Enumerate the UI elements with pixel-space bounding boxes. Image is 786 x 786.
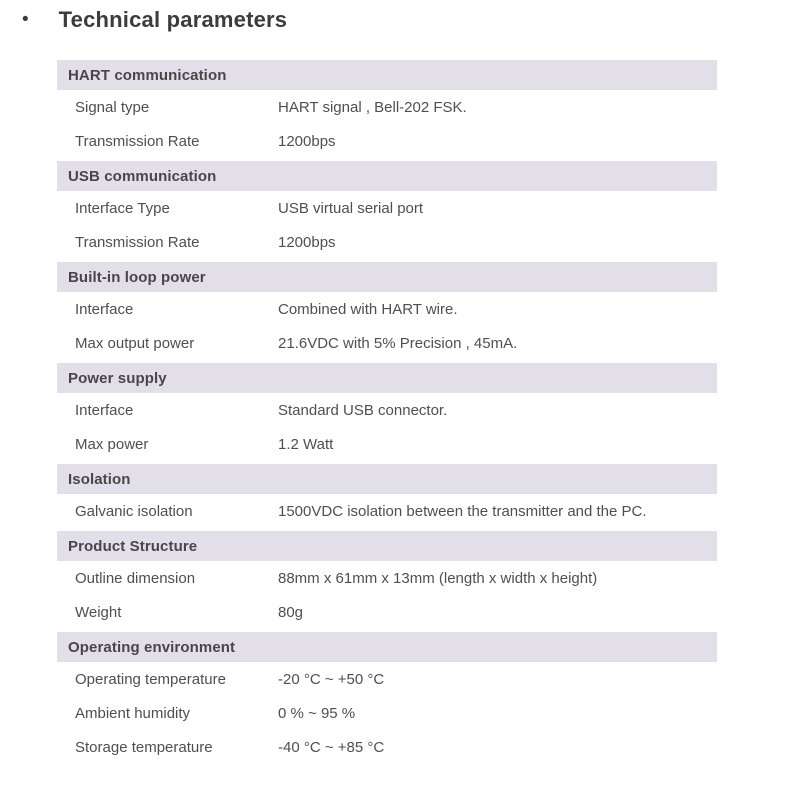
row-label: Interface: [75, 300, 134, 318]
row-label: Interface: [75, 401, 134, 419]
spec-section: [57, 531, 717, 629]
row-label: Interface Type: [75, 199, 170, 217]
row-label: Transmission Rate: [75, 132, 200, 150]
section-header-label: Isolation: [68, 470, 131, 488]
row-value: 21.6VDC with 5% Precision , 45mA.: [278, 334, 518, 352]
section-header-label: HART communication: [68, 66, 227, 84]
row-label: Galvanic isolation: [75, 502, 193, 520]
table-row: [57, 730, 717, 764]
row-label: Outline dimension: [75, 569, 196, 587]
table-row: [57, 494, 717, 528]
row-value: 1200bps: [278, 132, 336, 150]
table-row: [57, 292, 717, 326]
row-value: USB virtual serial port: [278, 199, 424, 217]
row-value: 0 % ~ 95 %: [278, 704, 356, 722]
row-value: 1200bps: [278, 233, 336, 251]
table-row: [57, 393, 717, 427]
section-header-label: USB communication: [68, 167, 217, 185]
spec-section: [57, 161, 717, 259]
row-value: 1500VDC isolation between the transmitter and the PC.: [278, 502, 647, 520]
row-value: 80g: [278, 603, 304, 621]
spec-section: [57, 632, 717, 764]
spec-section: [57, 363, 717, 461]
table-row: [57, 561, 717, 595]
row-value: Combined with HART wire.: [278, 300, 458, 318]
row-label: Storage temperature: [75, 738, 213, 756]
spec-table: [57, 60, 717, 764]
row-label: Max output power: [75, 334, 195, 352]
section-header-label: Power supply: [68, 369, 167, 387]
section-header: [57, 60, 717, 90]
row-value: Standard USB connector.: [278, 401, 448, 419]
section-header: [57, 464, 717, 494]
list-bullet-icon: •: [22, 9, 29, 30]
row-value: HART signal , Bell-202 FSK.: [278, 98, 467, 116]
spec-section: [57, 60, 717, 158]
table-row: [57, 595, 717, 629]
spec-section: [57, 262, 717, 360]
section-header: [57, 161, 717, 191]
section-header: [57, 632, 717, 662]
section-header: [57, 363, 717, 393]
table-row: [57, 225, 717, 259]
table-row: [57, 191, 717, 225]
section-header-label: Product Structure: [68, 537, 198, 555]
row-value: 88mm x 61mm x 13mm (length x width x height): [278, 569, 598, 587]
title-block: [22, 5, 287, 35]
row-value: 1.2 Watt: [278, 435, 334, 453]
page-title: Technical parameters: [58, 7, 288, 32]
row-value: -40 °C ~ +85 °C: [278, 738, 385, 756]
section-header: [57, 531, 717, 561]
spec-section: [57, 464, 717, 528]
table-row: [57, 326, 717, 360]
section-header: [57, 262, 717, 292]
row-label: Weight: [75, 603, 122, 621]
row-label: Ambient humidity: [75, 704, 191, 722]
table-row: [57, 427, 717, 461]
row-label: Max power: [75, 435, 149, 453]
row-label: Operating temperature: [75, 670, 226, 688]
section-header-label: Built-in loop power: [68, 268, 206, 286]
table-row: [57, 696, 717, 730]
table-row: [57, 90, 717, 124]
section-header-label: Operating environment: [68, 638, 236, 656]
table-row: [57, 124, 717, 158]
table-row: [57, 662, 717, 696]
row-label: Signal type: [75, 98, 150, 116]
row-value: -20 °C ~ +50 °C: [278, 670, 385, 688]
row-label: Transmission Rate: [75, 233, 200, 251]
